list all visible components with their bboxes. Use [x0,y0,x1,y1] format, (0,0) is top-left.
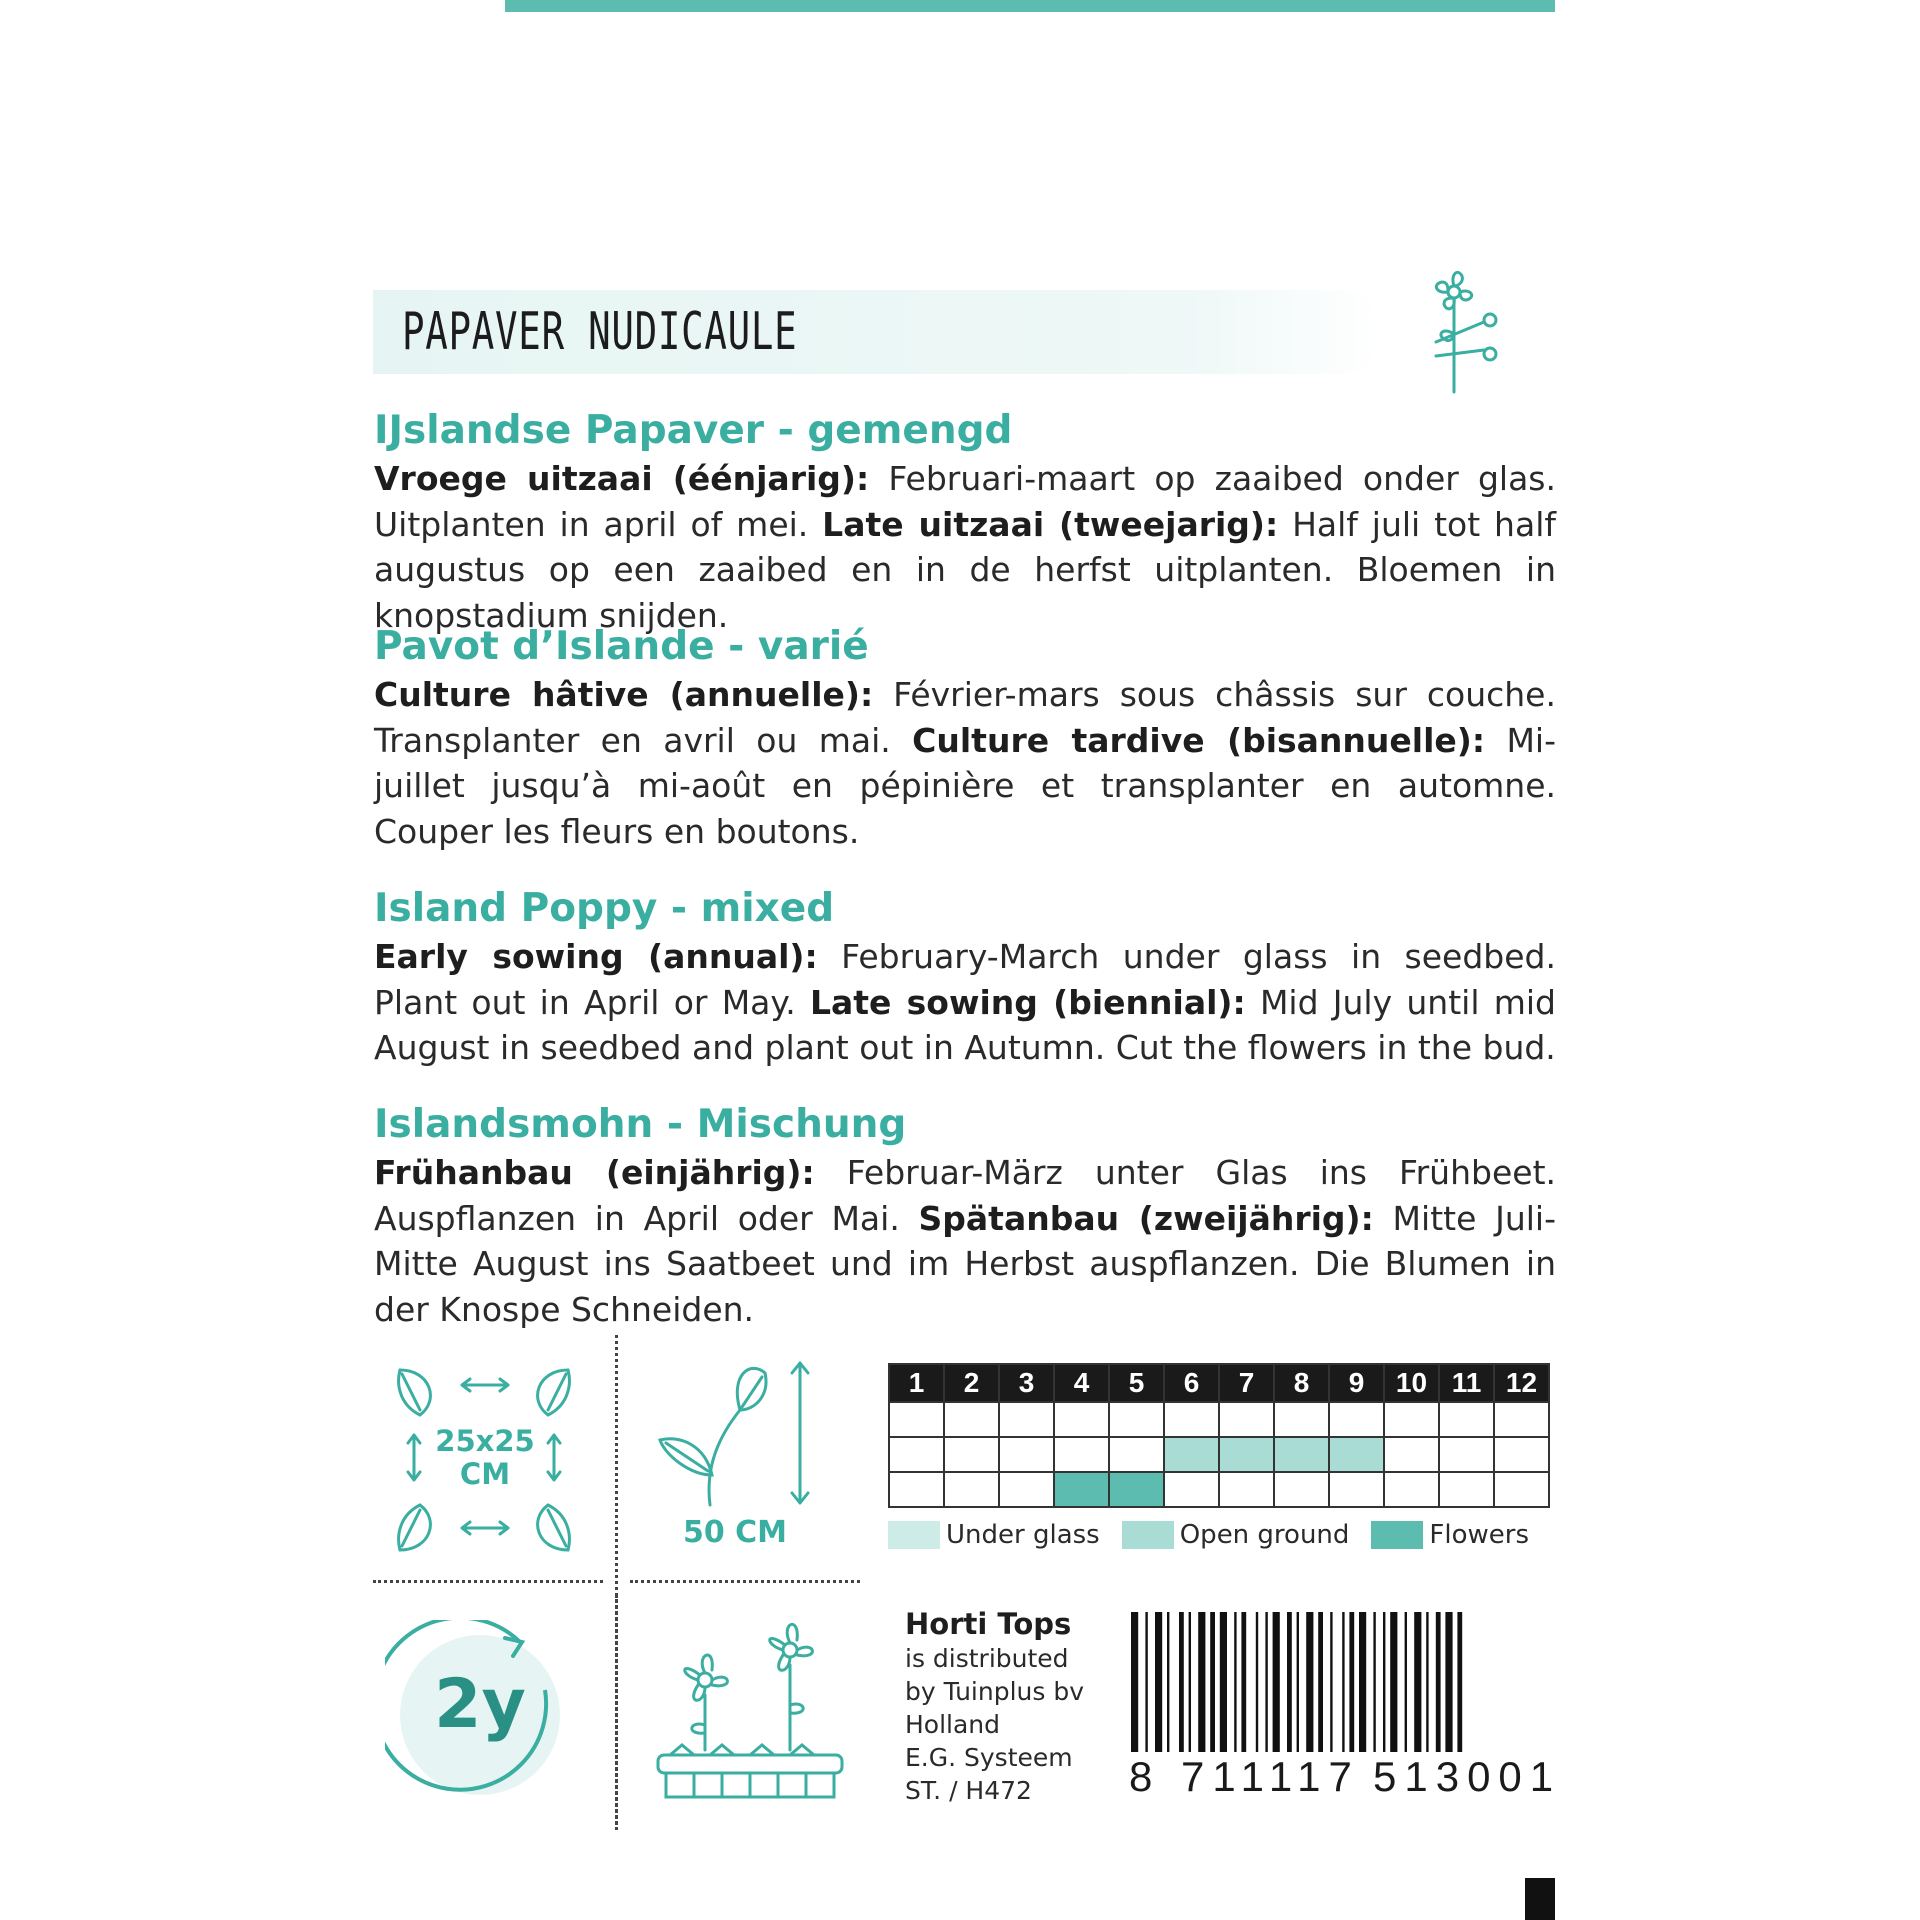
calendar-month-1: 1 [889,1364,944,1402]
calendar-month-11: 11 [1439,1364,1494,1402]
barcode-bar [1414,1612,1421,1752]
barcode-bar [1359,1612,1366,1752]
calendar-month-10: 10 [1384,1364,1439,1402]
distributor-line: E.G. Systeem [905,1743,1073,1772]
legend-swatch [1122,1521,1174,1549]
calendar-legend [888,1520,1529,1550]
barcode-bar [1390,1612,1397,1752]
barcode-bar [1383,1612,1385,1752]
calendar-cell [889,1437,944,1472]
calendar-cell [1109,1402,1164,1437]
calendar-cell [1164,1402,1219,1437]
barcode-bar [1167,1612,1169,1752]
legend-label: Flowers [1429,1520,1530,1550]
section-title: Pavot d’Islande - varié [374,624,869,669]
barcode-bar [1234,1612,1236,1752]
calendar-cell [1494,1472,1549,1507]
section-title: Islandsmohn - Mischung [374,1102,907,1147]
plant-height-icon [650,1355,830,1515]
barcode-bar [1306,1612,1313,1752]
barcode-bar [1241,1612,1246,1752]
calendar-cell [1494,1402,1549,1437]
calendar-cell [999,1402,1054,1437]
calendar-cell [944,1402,999,1437]
legend-label: Open ground [1179,1520,1350,1550]
barcode-bar [1342,1612,1344,1752]
calendar-row-flowers [889,1472,1549,1507]
barcode-bar [1210,1612,1215,1752]
calendar-month-2: 2 [944,1364,999,1402]
barcode-digit-first: 8 [1125,1752,1156,1802]
calendar-cell [1219,1472,1274,1507]
calendar-cell [1329,1437,1384,1472]
cut-flower-scissors-icon [1422,264,1506,394]
cycle-label: 2y [434,1665,526,1744]
legend-swatch [1371,1521,1423,1549]
calendar-cell [1439,1437,1494,1472]
legend-item-open-ground [1122,1520,1350,1550]
barcode-bar [1405,1612,1407,1752]
distributor-line: Holland [905,1710,1001,1739]
brand-name: Horti Tops [905,1607,1072,1641]
calendar-cell [889,1402,944,1437]
calendar-month-8: 8 [1274,1364,1329,1402]
calendar-cell [1329,1402,1384,1437]
calendar-cell [1439,1402,1494,1437]
calendar-month-9: 9 [1329,1364,1384,1402]
divider-vertical-left-lower [615,1595,618,1825]
barcode-bar [1198,1612,1205,1752]
section-english [374,886,1556,1071]
calendar-month-6: 6 [1164,1364,1219,1402]
barcode-bar [1349,1612,1354,1752]
divider-horizontal-mid [630,1580,860,1583]
section-text: Culture hâtive (annuelle): Février-mars sous châssis sur couche. Transplanter en avril ou mai. Culture tardive (bisannuelle): Mi-juillet jusqu’à mi-août en pépinière et transplanter en automne. Couper les fleurs en boutons. [374,675,1557,851]
barcode-bar [1220,1612,1227,1752]
barcode-bar [1436,1612,1441,1752]
calendar-cell [1109,1437,1164,1472]
barcode-bar [1256,1612,1258,1752]
section-dutch [374,408,1556,638]
calendar-cell [1384,1437,1439,1472]
calendar-month-12: 12 [1494,1364,1549,1402]
latin-name-title: PAPAVER NUDICAULE [402,302,798,362]
distributor-info [905,1606,1135,1807]
legend-item-under-glass [888,1520,1100,1550]
barcode-number [1125,1752,1562,1802]
section-text: Early sowing (annual): February-March under glass in seedbed. Plant out in April or May. Late sowing (biennial): Mid July until mid August in seedbed and plant out in Autumn. Cut the flowers in the bud. [374,937,1556,1067]
calendar-cell [1164,1437,1219,1472]
section-title: Island Poppy - mixed [374,886,835,931]
calendar-cell [1384,1472,1439,1507]
legend-swatch [888,1521,940,1549]
calendar-cell [999,1437,1054,1472]
barcode-bar [1155,1612,1162,1752]
distributor-line: by Tuinplus bv [905,1677,1085,1706]
calendar-row-open-ground [889,1437,1549,1472]
calendar-month-5: 5 [1109,1364,1164,1402]
calendar-row-under-glass [889,1402,1549,1437]
calendar-cell [1274,1402,1329,1437]
calendar-cell [1494,1437,1549,1472]
spacing-label: 25x25 CM [435,1424,535,1491]
barcode-digits-right: 513001 [1369,1752,1565,1802]
top-accent-bar [505,0,1555,12]
calendar-cell [944,1472,999,1507]
calendar-cell [1054,1402,1109,1437]
barcode-bar [1265,1612,1267,1752]
calendar-month-7: 7 [1219,1364,1274,1402]
sowing-calendar [888,1363,1550,1508]
calendar-cell [944,1437,999,1472]
distributor-line: ST. / H472 [905,1776,1032,1805]
barcode-bar [1287,1612,1292,1752]
barcode-bar [1373,1612,1375,1752]
calendar-month-4: 4 [1054,1364,1109,1402]
calendar-cell [1054,1437,1109,1472]
distributor-line: is distributed [905,1644,1069,1673]
legend-label: Under glass [946,1520,1100,1550]
height-label: 50 CM [682,1515,788,1550]
calendar-month-3: 3 [999,1364,1054,1402]
calendar-cell [1329,1472,1384,1507]
barcode-bar [1273,1612,1280,1752]
barcode-bar [1330,1612,1332,1752]
divider-horizontal-left [373,1580,603,1583]
section-text: Frühanbau (einjährig): Februar-März unter Glas ins Frühbeet. Auspflanzen in April oder Mai. Spätanbau (zweijährig): Mitte Juli-Mitte August ins Saatbeet und im Herbst auspflanzen. Die Blumen in der Knospe Schneiden. [374,1153,1556,1329]
section-french [374,624,1556,854]
barcode-digits-left: 711117 [1177,1752,1364,1802]
calendar-cell [1164,1472,1219,1507]
calendar-cell [1274,1472,1329,1507]
calendar-cell [999,1472,1054,1507]
calendar-cell [1054,1472,1109,1507]
section-german [374,1102,1556,1332]
corner-mark [1525,1878,1555,1920]
section-text: Vroege uitzaai (éénjarig): Februari-maart op zaaibed onder glas. Uitplanten in april of mei. Late uitzaai (tweejarig): Half juli tot half augustus op een zaaibed en in de herfst uitplanten. Bloemen in knopstadium snijden. [374,459,1556,635]
calendar-cell [1219,1437,1274,1472]
calendar-cell [1274,1437,1329,1472]
barcode-bar [1426,1612,1428,1752]
section-title: IJslandse Papaver - gemengd [374,408,1013,453]
calendar-cell [1439,1472,1494,1507]
calendar-cell [1109,1472,1164,1507]
calendar-cell [1219,1402,1274,1437]
barcode-bar [1179,1612,1184,1752]
legend-item-flowers [1371,1520,1529,1550]
barcode-bar [1189,1612,1191,1752]
calendar-cell [889,1472,944,1507]
barcode-bar [1318,1612,1323,1752]
calendar-cell [1384,1402,1439,1437]
seedling-tray-icon [650,1605,850,1805]
